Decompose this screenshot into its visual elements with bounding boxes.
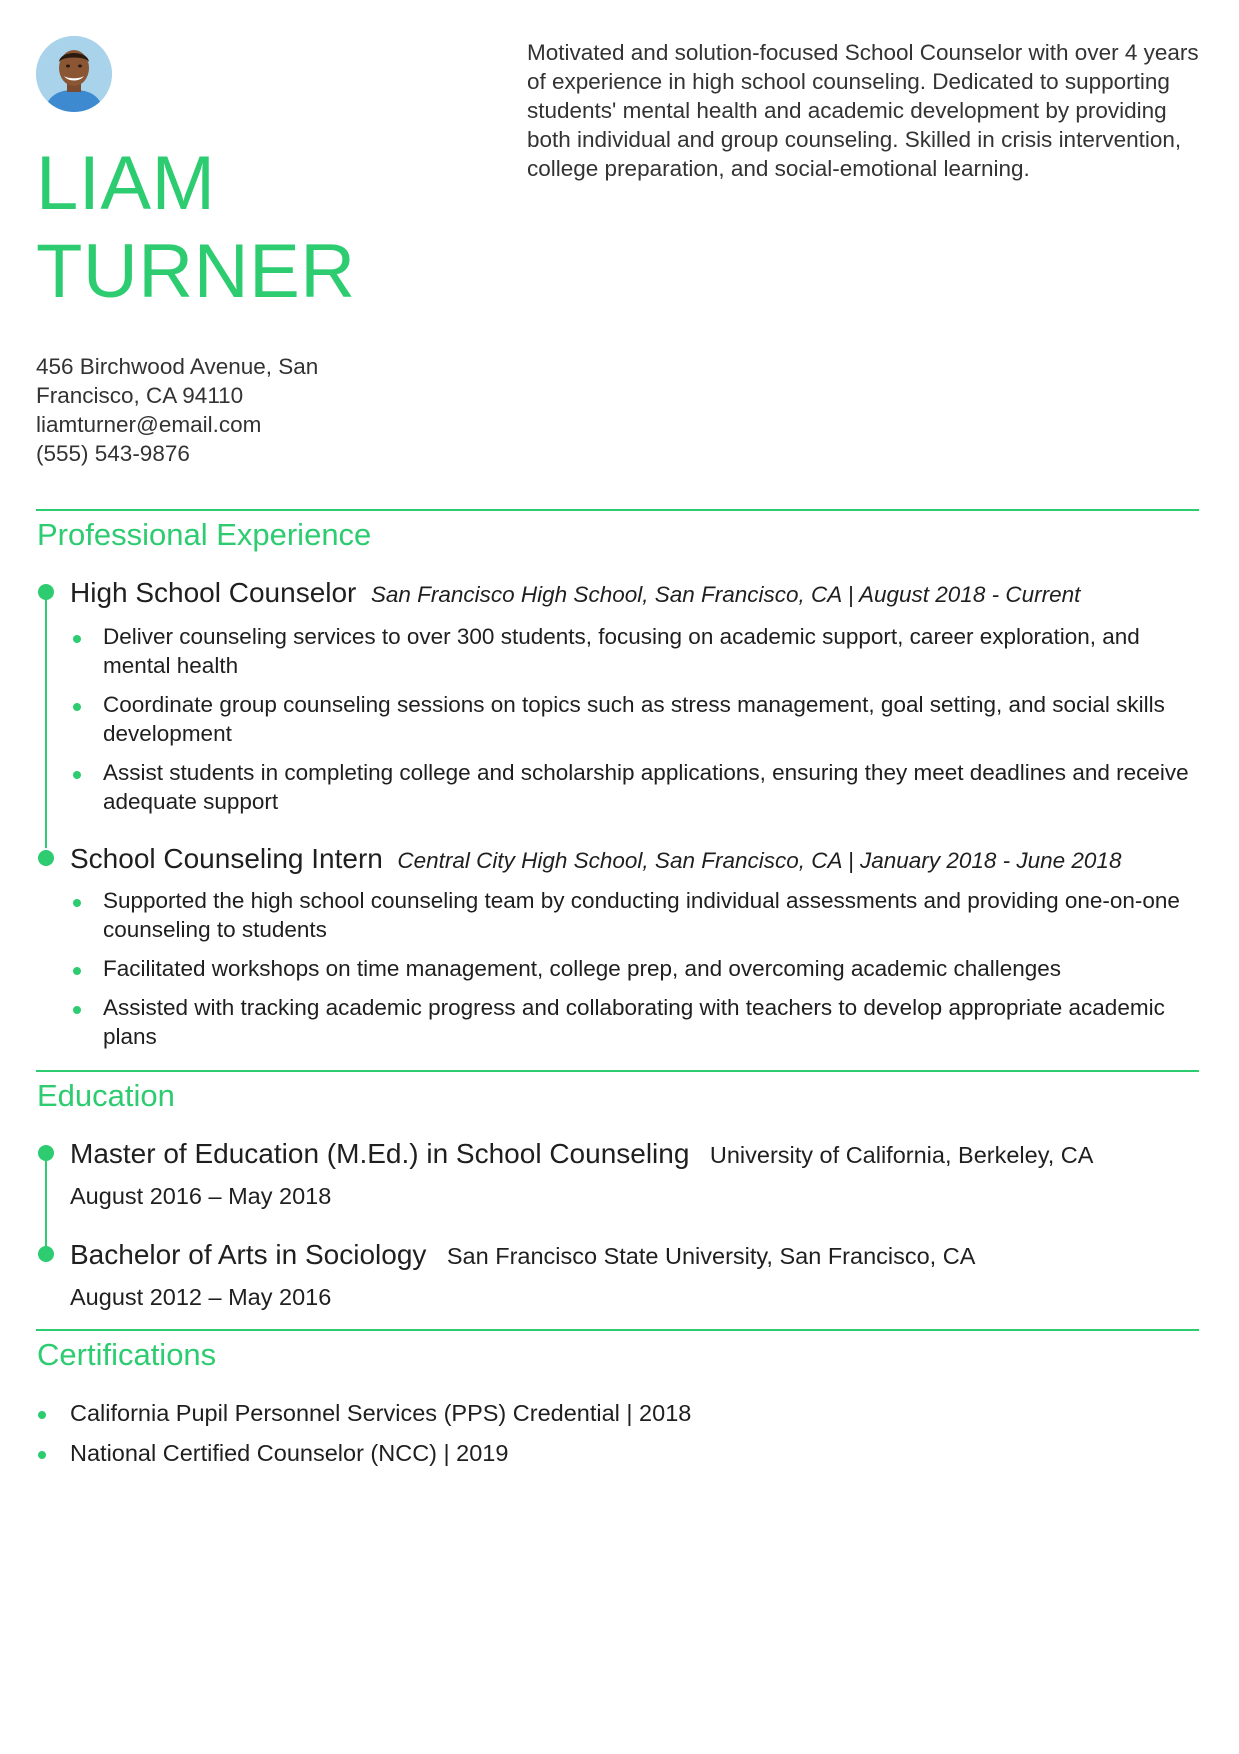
degree-dates: August 2012 – May 2016 [70, 1284, 332, 1310]
person-avatar-icon [36, 36, 112, 112]
contact-block [36, 352, 366, 468]
certifications-heading: Certifications [37, 1337, 217, 1372]
candidate-name [36, 140, 356, 316]
phone: (555) 543-9876 [36, 441, 190, 466]
certification-item: National Certified Counselor (NCC) | 2019 [36, 1438, 1136, 1468]
timeline-dot-icon [38, 584, 54, 600]
section-divider [36, 1070, 1199, 1072]
degree-dates: August 2016 – May 2018 [70, 1183, 332, 1209]
bullet-item: Coordinate group counseling sessions on topics such as stress management, goal setting, and social skills development [70, 690, 1210, 748]
email: liamturner@email.com [36, 412, 262, 437]
address-line-1: 456 Birchwood Avenue, San [36, 354, 319, 379]
timeline-dot-icon [38, 1145, 54, 1161]
education-timeline [36, 1137, 1201, 1317]
timeline-line [45, 1151, 47, 1251]
bullet-item: Supported the high school counseling team by conducting individual assessments and providing one-on-one counseling to students [70, 886, 1210, 944]
job-bullets [70, 622, 1210, 816]
job-meta: San Francisco High School, San Francisco, CA | August 2018 - Current [370, 582, 1081, 607]
education-heading: Education [37, 1078, 175, 1113]
degree-title-line [70, 1137, 1093, 1171]
certification-item: California Pupil Personnel Services (PPS) Credential | 2018 [36, 1398, 1136, 1428]
last-name: TURNER [36, 229, 356, 314]
job-role: School Counseling Intern [70, 843, 383, 874]
address-line-2: Francisco, CA 94110 [36, 383, 244, 408]
degree-institution: San Francisco State University, San Francisco, CA [446, 1243, 976, 1269]
degree-institution: University of California, Berkeley, CA [709, 1142, 1094, 1168]
bullet-item: Assisted with tracking academic progress and collaborating with teachers to develop appropriate academic plans [70, 993, 1210, 1051]
degree-name: Bachelor of Arts in Sociology [70, 1239, 427, 1270]
first-name: LIAM [36, 141, 216, 226]
job-title-line [70, 842, 1121, 876]
section-divider [36, 1329, 1199, 1331]
bullet-item: Deliver counseling services to over 300 students, focusing on academic support, career exploration, and mental health [70, 622, 1210, 680]
profile-photo [36, 36, 112, 112]
job-bullets [70, 886, 1210, 1051]
profile-summary: Motivated and solution-focused School Counselor with over 4 years of experience in high school counseling. Dedicated to supporting students' mental health and academic development by providing both individual and group counseling. Skilled in crisis intervention, college preparation, and social-emotional learning. [527, 40, 1199, 181]
section-divider [36, 509, 1199, 511]
certifications-list [36, 1398, 1136, 1478]
experience-heading: Professional Experience [37, 517, 372, 552]
experience-timeline [36, 576, 1201, 1076]
job-title-line [70, 576, 1080, 610]
degree-name: Master of Education (M.Ed.) in School Counseling [70, 1138, 690, 1169]
degree-title-line [70, 1238, 975, 1272]
timeline-line [45, 590, 47, 848]
job-meta: Central City High School, San Francisco, CA | January 2018 - June 2018 [397, 848, 1122, 873]
bullet-item: Facilitated workshops on time management, college prep, and overcoming academic challenges [70, 954, 1210, 983]
bullet-item: Assist students in completing college and scholarship applications, ensuring they meet deadlines and receive adequate support [70, 758, 1210, 816]
timeline-dot-icon [38, 1246, 54, 1262]
job-role: High School Counselor [70, 577, 357, 608]
timeline-dot-icon [38, 850, 54, 866]
